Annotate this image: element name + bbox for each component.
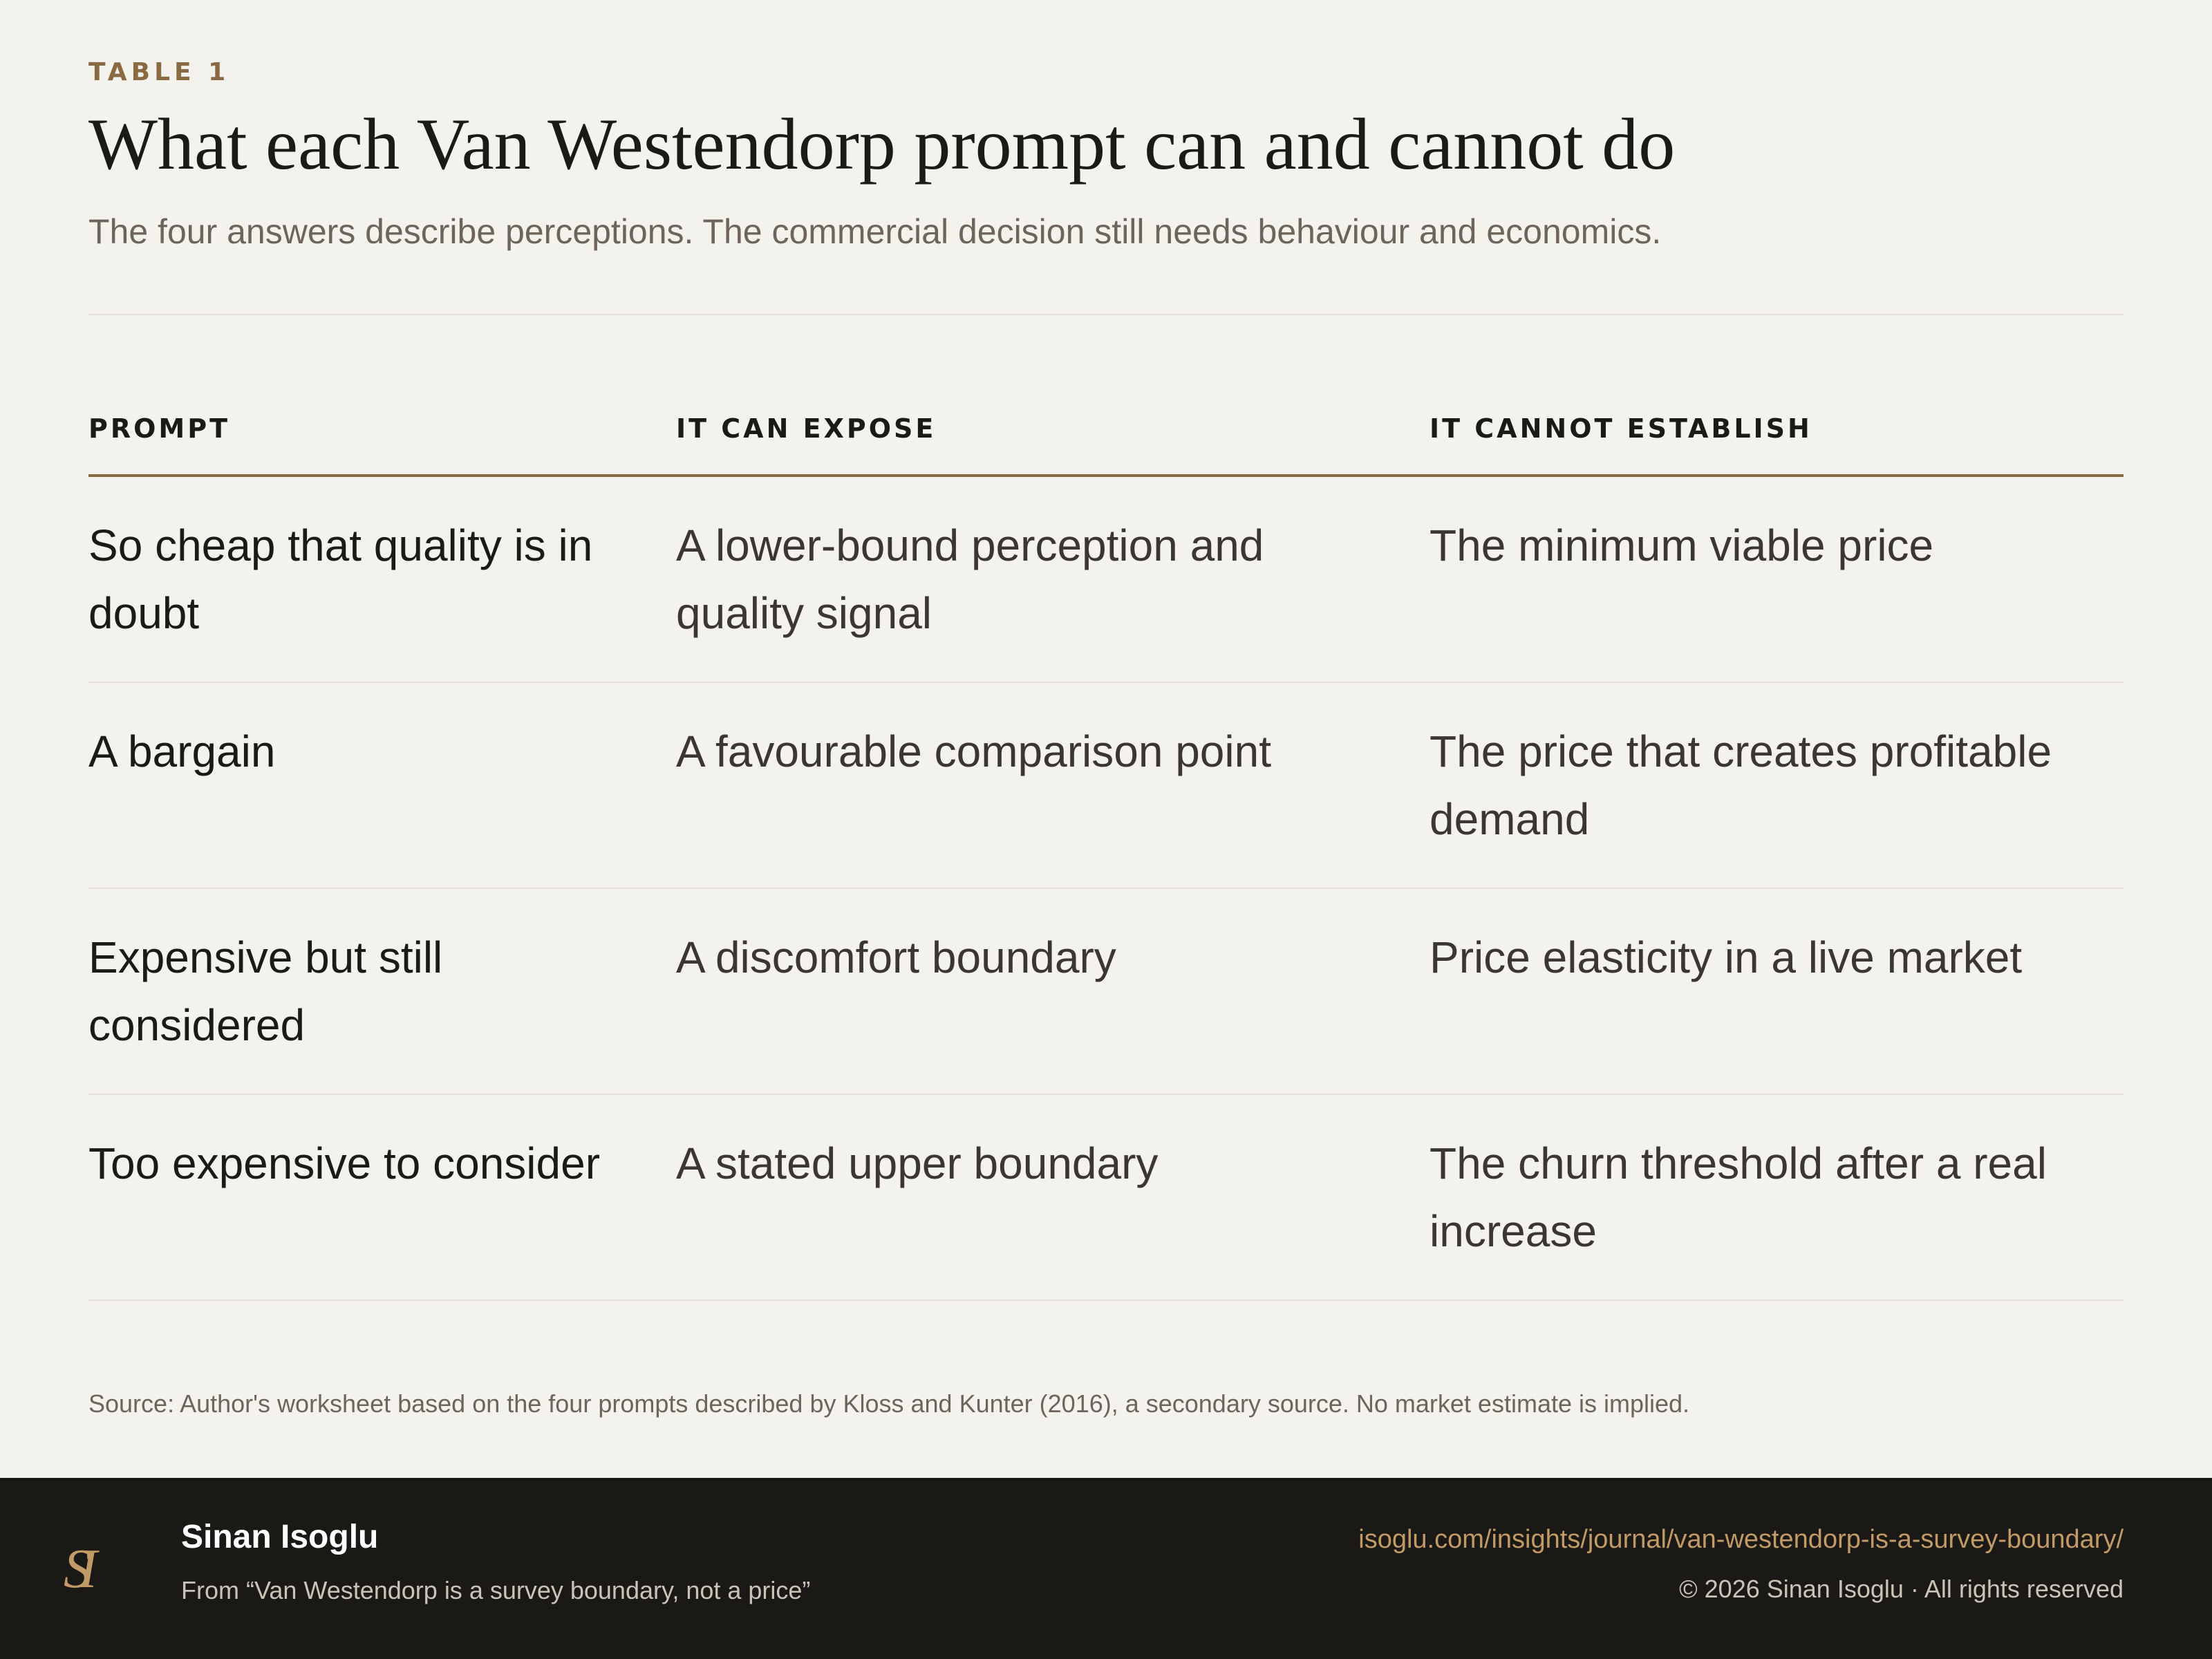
cell-can-expose: A lower-bound perception and quality signal bbox=[676, 521, 1264, 638]
cell-prompt: So cheap that quality is in doubt bbox=[88, 521, 593, 638]
cell-prompt: Too expensive to consider bbox=[88, 1138, 600, 1188]
table-header bbox=[88, 395, 2124, 477]
cell-can-expose: A stated upper boundary bbox=[676, 1138, 1159, 1188]
table-row bbox=[88, 683, 2124, 889]
cell-prompt: A bargain bbox=[88, 727, 276, 776]
column-header-can-expose: IT CAN EXPOSE bbox=[676, 413, 937, 444]
cell-cannot-establish: The minimum viable price bbox=[1430, 521, 1934, 570]
copyright-notice: © 2026 Sinan Isoglu · All rights reserved bbox=[1679, 1575, 2124, 1603]
cell-cannot-establish: The churn threshold after a real increase bbox=[1430, 1138, 2047, 1256]
comparison-table bbox=[88, 395, 2124, 1301]
table-row bbox=[88, 889, 2124, 1095]
article-reference: From “Van Westendorp is a survey boundary, not a price” bbox=[181, 1576, 811, 1604]
table-row bbox=[88, 1095, 2124, 1301]
divider bbox=[88, 314, 2124, 315]
footer bbox=[0, 1478, 2212, 1659]
cell-can-expose: A favourable comparison point bbox=[676, 727, 1271, 776]
cell-prompt: Expensive but still considered bbox=[88, 932, 443, 1050]
cell-cannot-establish: Price elasticity in a live market bbox=[1430, 932, 2023, 982]
author-name: Sinan Isoglu bbox=[181, 1519, 379, 1555]
cell-can-expose: A discomfort boundary bbox=[676, 932, 1116, 982]
cell-cannot-establish: The price that creates profitable demand bbox=[1430, 727, 2052, 844]
source-note: Source: Author's worksheet based on the four prompts described by Kloss and Kunter (2016), a secondary source. No market estimate is implied. bbox=[88, 1389, 1690, 1418]
monogram-logo-icon: SI bbox=[64, 1539, 85, 1600]
column-header-prompt: PROMPT bbox=[88, 413, 231, 444]
column-header-cannot-establish: IT CANNOT ESTABLISH bbox=[1430, 413, 1812, 444]
table-row bbox=[88, 477, 2124, 683]
page-subtitle: The four answers describe perceptions. The commercial decision still needs behaviour and economics. bbox=[88, 212, 1662, 251]
page-title: What each Van Westendorp prompt can and cannot do bbox=[88, 104, 1676, 185]
table-eyebrow: TABLE 1 bbox=[88, 58, 230, 86]
article-link[interactable]: isoglu.com/insights/journal/van-westendorp-is-a-survey-boundary/ bbox=[1358, 1525, 2124, 1554]
